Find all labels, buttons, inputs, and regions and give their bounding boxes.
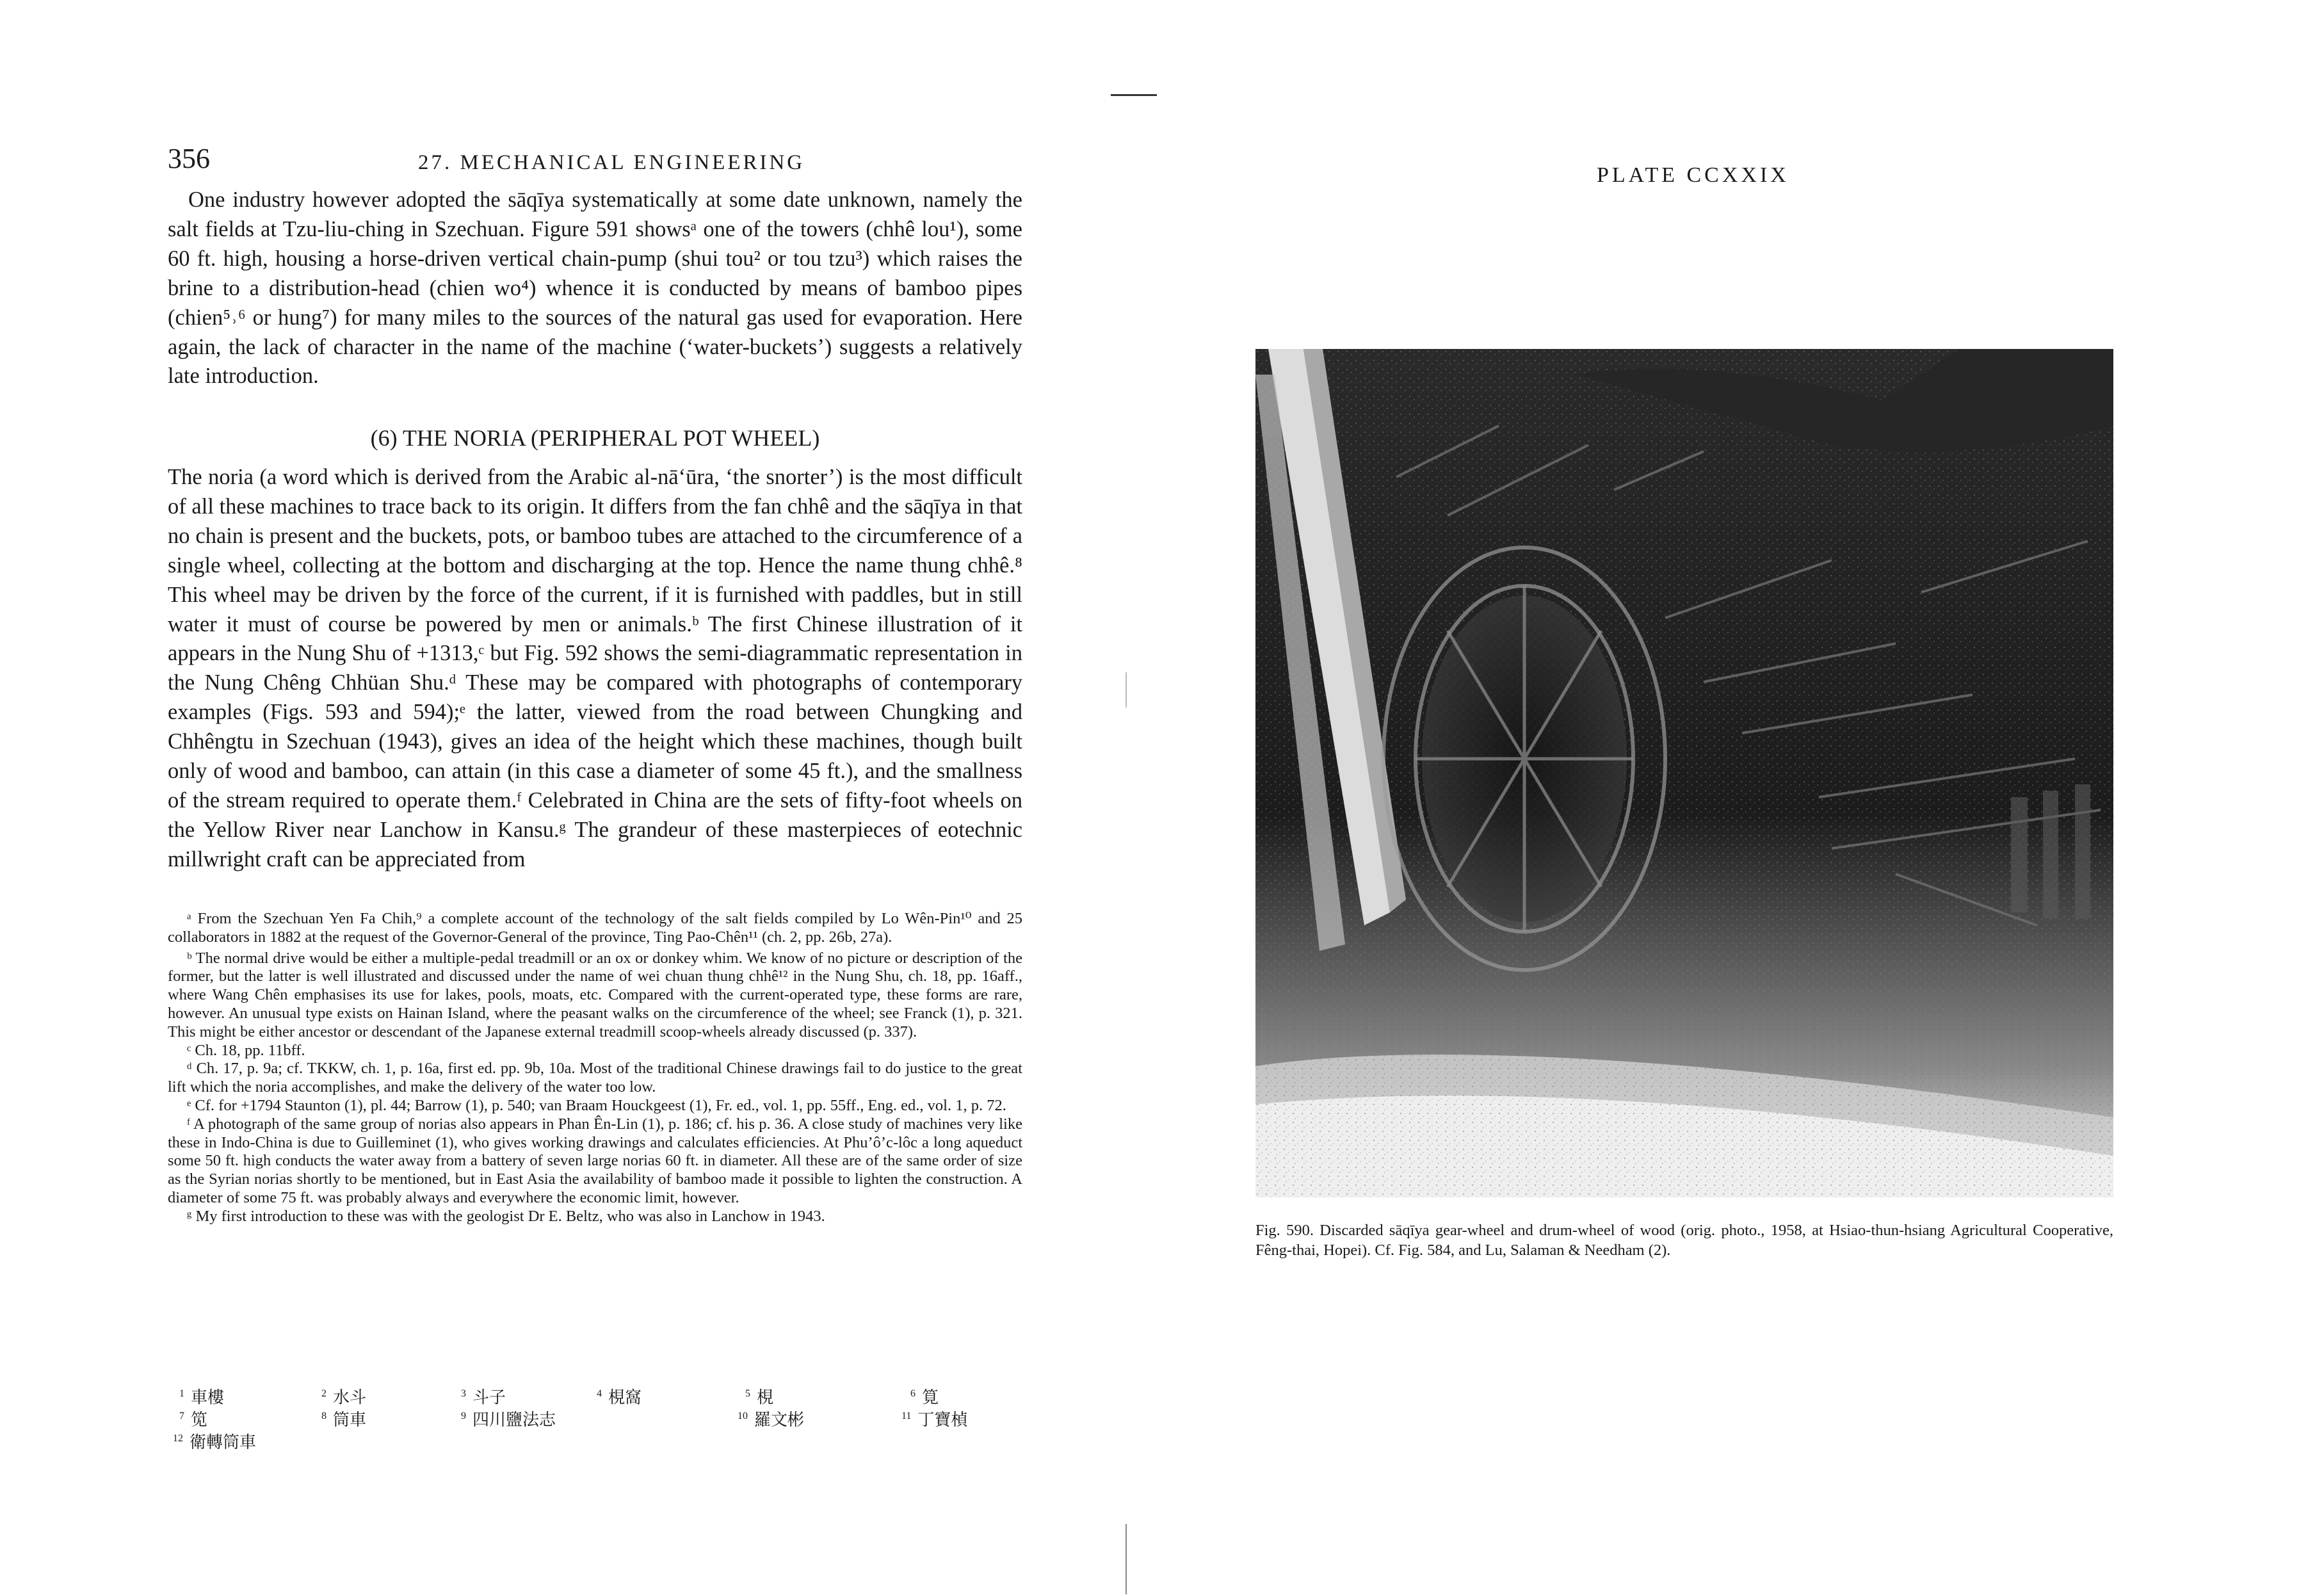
- page-number: 356: [168, 143, 210, 174]
- footnote-g: ᵍ My first introduction to these was with the geologist Dr E. Beltz, who was also in Lanchow in 1943.: [187, 1207, 825, 1225]
- paragraph-1: One industry however adopted the sāqīya systematically at some date unknown, namely the salt fields at Tzu-liu-ching in Szechuan. Figure 591 showsᵃ one of the towers (chhê lou¹), some 60 ft. high, housing a horse-driven vertical chain-pump (shui tou² or tou tzu³) which raises the brine to a distribution-head (chien wo⁴) whence it is conducted by means of bamboo pipes (chien⁵˒⁶ or hung⁷) for many miles to the sources of the natural gas used for evaporation. Here again, the lack of character in the name of the machine (‘water-buckets’) suggests a relatively late introduction.: [168, 188, 1022, 389]
- glossary-item: $^1$ 車樓: [179, 1388, 225, 1407]
- plate-photograph: [1255, 349, 2113, 1197]
- footnote-e: ᵉ Cf. for +1794 Staunton (1), pl. 44; Barrow (1), p. 540; van Braam Houckgeest (1), Fr. ed., vol. 1, pp. 55ff., Eng. ed., vol. 1, p. 72.: [187, 1096, 1006, 1114]
- glossary-item: $^{11}$ 丁寶楨: [901, 1411, 968, 1429]
- footnotes: [168, 910, 1022, 1226]
- character-glossary: [168, 1386, 1022, 1453]
- glossary-item: $^{10}$ 羅文彬: [738, 1411, 805, 1429]
- footnote-b: ᵇ The normal drive would be either a multiple-pedal treadmill or an ox or donkey whim. We know of no picture or description of the former, but the latter is well illustrated and discussed under the name of wei chuan thung chhê¹² in the Nung Shu, ch. 18, pp. 16aff., where Wang Chên emphasises its use for lakes, pools, moats, etc. Compared with the current-operated type, these forms are rare, however. An unusual type exists on Hainan Island, where the peasant walks on the circumference of the wheel; see Franck (1), p. 321. This might be either ancestor or descendant of the Japanese external treadmill scoop-wheels already discussed (p. 337).: [168, 949, 1022, 1040]
- running-head: 27. MECHANICAL ENGINEERING: [418, 151, 805, 174]
- footnote-c: ᶜ Ch. 18, pp. 11bff.: [187, 1041, 305, 1059]
- glossary-item: $^3$ 斗子: [461, 1388, 506, 1407]
- glossary-item: $^6$ 筧: [910, 1388, 939, 1407]
- gutter-mark: [1126, 1524, 1127, 1594]
- footnote-d: ᵈ Ch. 17, p. 9a; cf. TKKW, ch. 1, p. 16a, first ed. pp. 9b, 10a. Most of the traditional Chinese drawings fail to do justice to the great lift which the noria accomplishes, and make the delivery of the water too low.: [168, 1060, 1022, 1096]
- footnote-a: ᵃ From the Szechuan Yen Fa Chih,⁹ a complete account of the technology of the salt fields compiled by Lo Wên-Pin¹⁰ and 25 collaborators in 1882 at the request of the Governor-General of the province, Ting Pao-Chên¹¹ (ch. 2, pp. 26b, 27a).: [168, 910, 1022, 946]
- glossary-item: $^{12}$ 衛轉筒車: [173, 1433, 257, 1452]
- glossary-item: $^4$ 梘窩: [597, 1388, 642, 1407]
- glossary-item: $^9$ 四川鹽法志: [461, 1411, 556, 1429]
- paragraph-2: The noria (a word which is derived from the Arabic al-nā‘ūra, ‘the snorter’) is the most difficult of all these machines to trace back to its origin. It differs from the fan chhê and the sāqīya in that no chain is present and the buckets, pots, or bamboo tubes are attached to the circumference of a single wheel, collecting at the bottom and discharging at the top. Hence the name thung chhê.⁸ This wheel may be driven by the force of the current, if it is furnished with paddles, but in still water it must of course be powered by men or animals.ᵇ The first Chinese illustration of it appears in the Nung Shu of +1313,ᶜ but Fig. 592 shows the semi-diagrammatic representation in the Nung Chêng Chhüan Shu.ᵈ These may be compared with photographs of contemporary examples (Figs. 593 and 594);ᵉ the latter, viewed from the road between Chungking and Chhêngtu in Szechuan (1943), gives an idea of the height which these machines, though built only of wood and bamboo, can attain (in this case a diameter of some 45 ft.), and the smallness of the stream required to operate them.ᶠ Celebrated in China are the sets of fifty-foot wheels on the Yellow River near Lanchow in Kansu.ᵍ The grandeur of these masterpieces of eotechnic millwright craft can be appreciated from: [168, 465, 1022, 871]
- glossary-item: $^7$ 笕: [179, 1411, 208, 1429]
- plate-title: PLATE CCXXIX: [1597, 163, 1789, 187]
- gutter-mark: [1126, 672, 1127, 708]
- glossary-item: $^2$ 水斗: [321, 1388, 367, 1407]
- section-heading: (6) THE NORIA (PERIPHERAL POT WHEEL): [370, 425, 820, 451]
- figure-caption: Fig. 590. Discarded sāqīya gear-wheel and drum-wheel of wood (orig. photo., 1958, at Hsiao-thun-hsiang Agricultural Cooperative, Fêng-thai, Hopei). Cf. Fig. 584, and Lu, Salaman & Needham (2).: [1255, 1222, 2113, 1259]
- top-rule: [1111, 94, 1157, 96]
- glossary-item: $^8$ 筒車: [321, 1411, 367, 1429]
- footnote-f: ᶠ A photograph of the same group of norias also appears in Phan Ên-Lin (1), p. 186; cf. his p. 36. A close study of machines very like these in Indo-China is due to Guilleminet (1), who gives working drawings and calculates efficiencies. At Phu’ô’c-lôc a long aqueduct some 50 ft. high conducts the water away from a battery of seven large norias 60 ft. in diameter. All these are of the same order of size as the Syrian norias shortly to be mentioned, but in East Asia the availability of bamboo made it possible to lighten the construction. A diameter of some 75 ft. was probably always and everywhere the economic limit, however.: [168, 1115, 1022, 1206]
- glossary-item: $^5$ 梘: [745, 1388, 774, 1407]
